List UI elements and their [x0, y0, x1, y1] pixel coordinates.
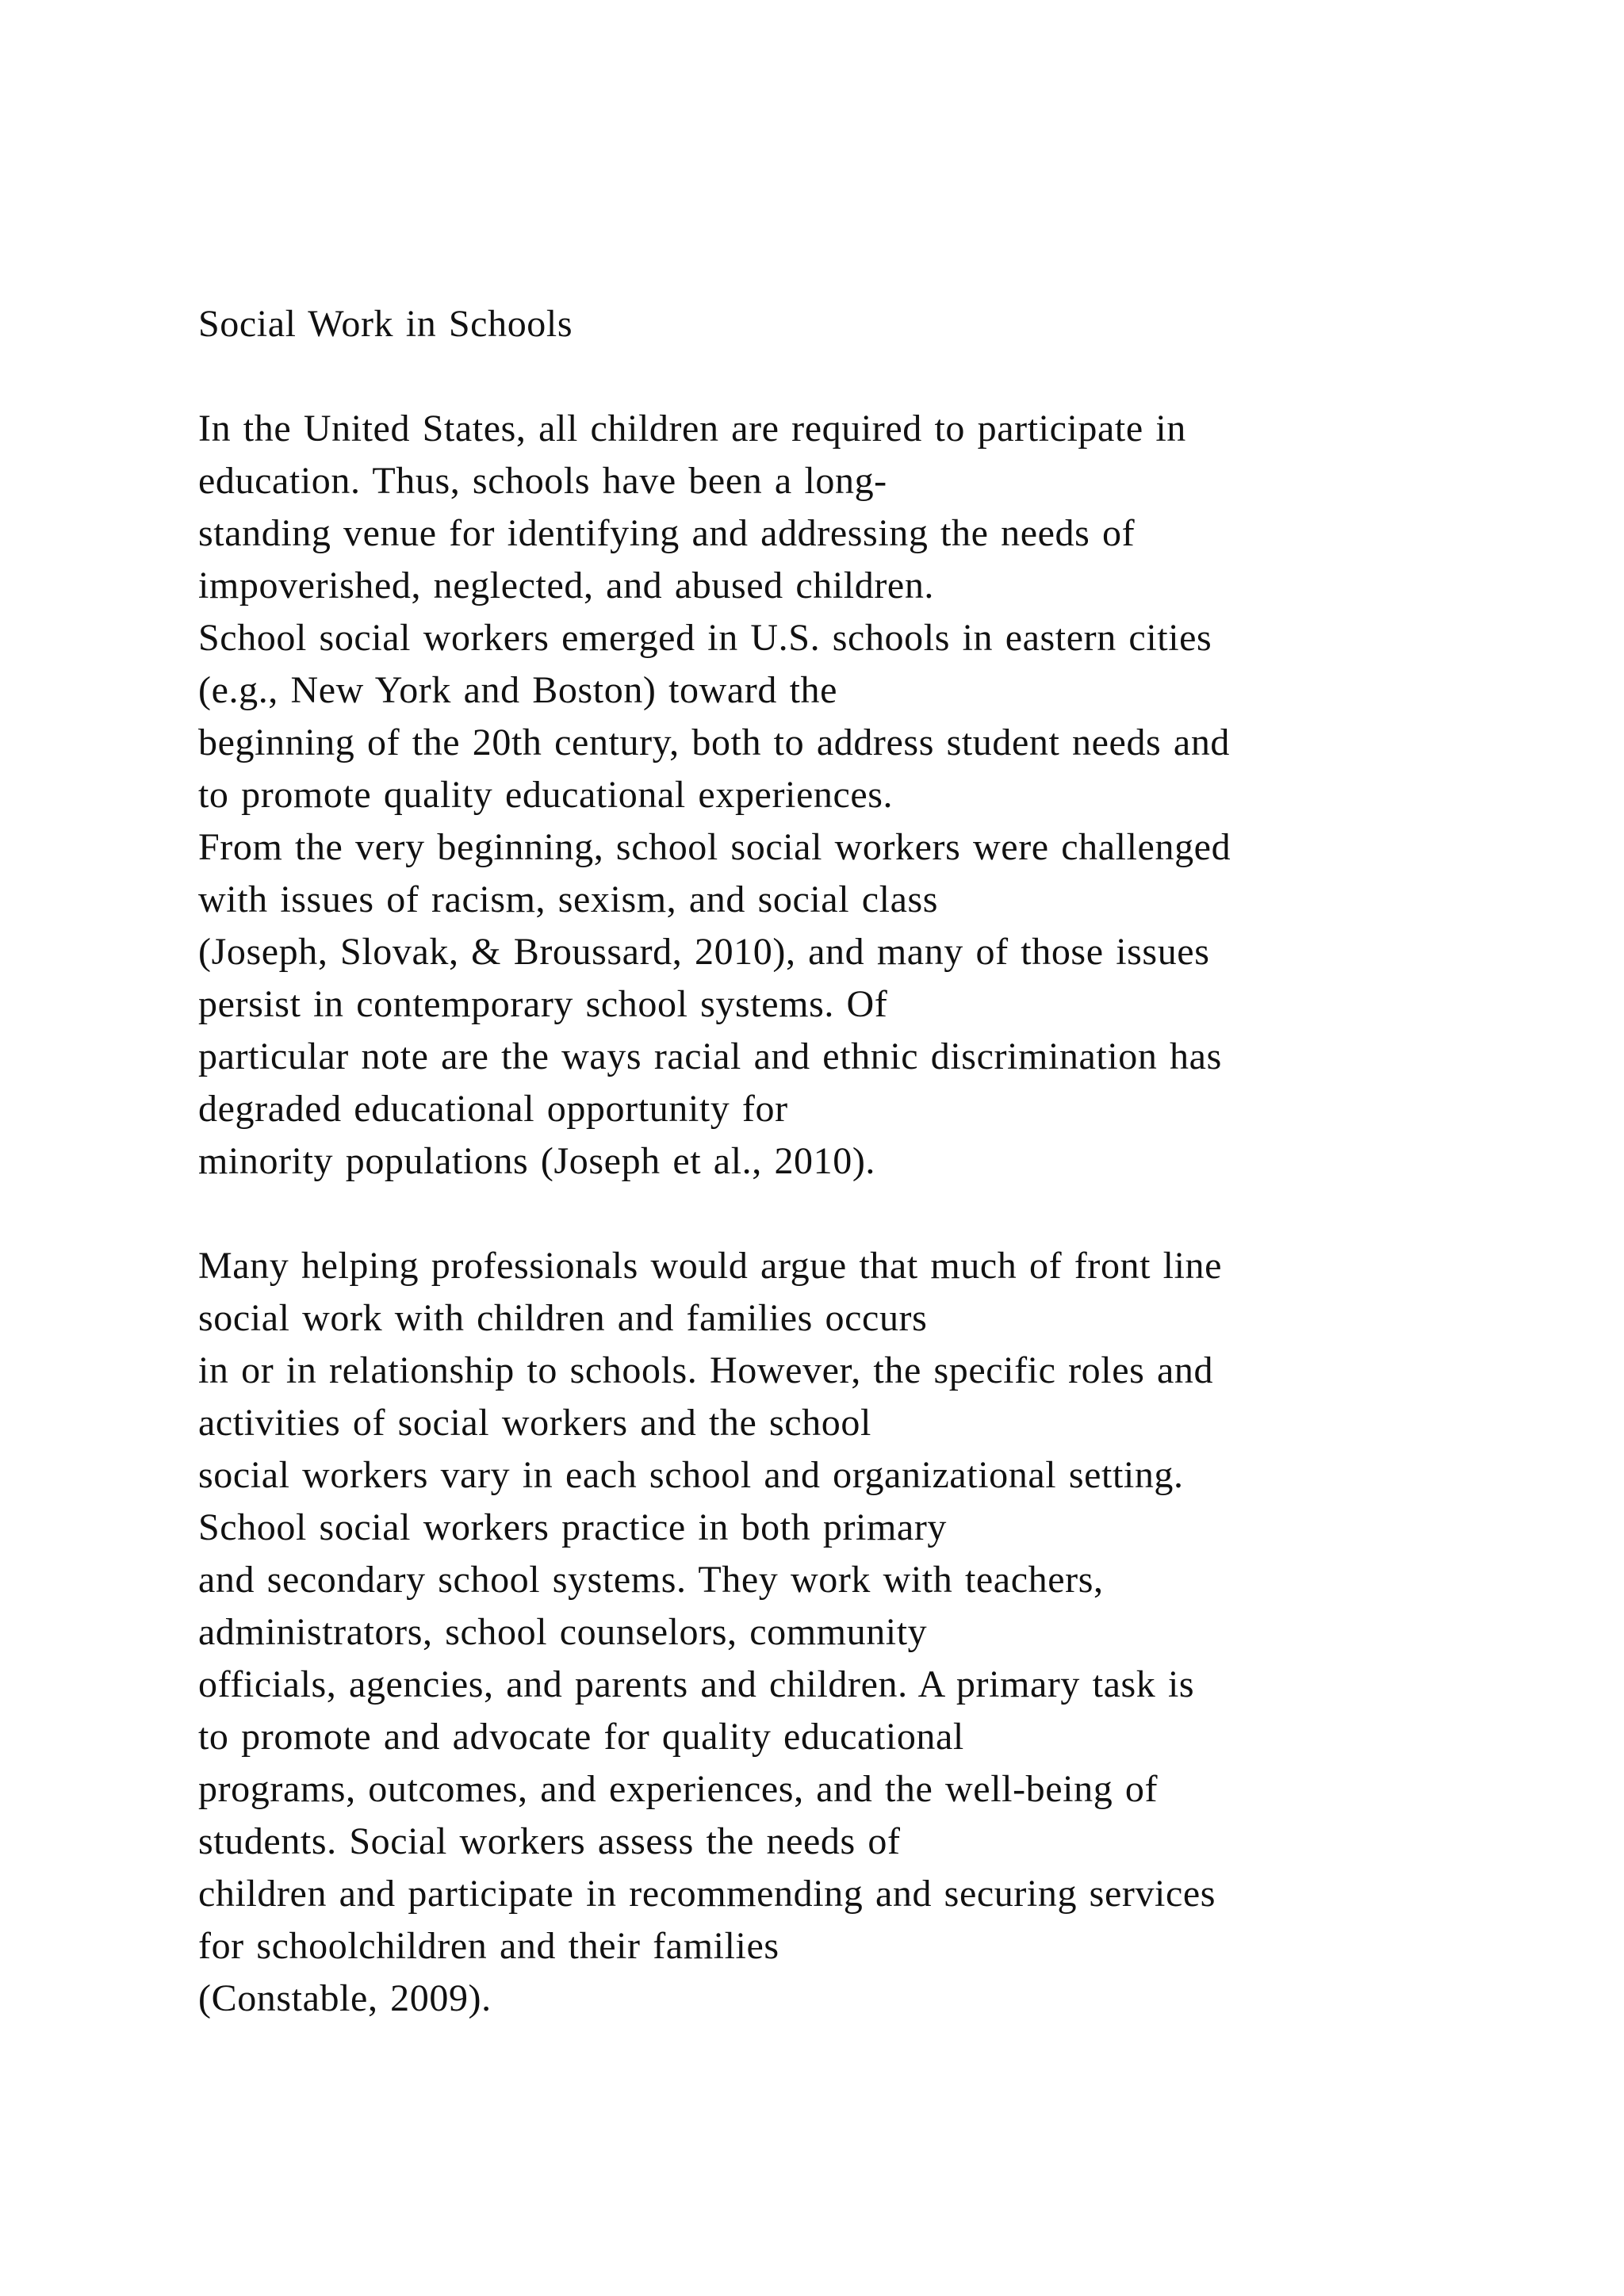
- paragraph-1: [198, 403, 1546, 1188]
- text-line: School social workers emerged in U.S. schools in eastern cities: [198, 617, 1212, 659]
- text-line: administrators, school counselors, community: [198, 1611, 928, 1653]
- text-line: in or in relationship to schools. However, the specific roles and: [198, 1349, 1214, 1391]
- text-line: with issues of racism, sexism, and social class: [198, 878, 939, 920]
- text-line: beginning of the 20th century, both to address student needs and: [198, 721, 1231, 763]
- text-line: students. Social workers assess the needs of: [198, 1820, 901, 1862]
- text-line: (Joseph, Slovak, & Broussard, 2010), and many of those issues: [198, 931, 1210, 973]
- text-line: (e.g., New York and Boston) toward the: [198, 669, 838, 711]
- paragraph-spacer: [198, 1188, 1546, 1240]
- text-line: persist in contemporary school systems. Of: [198, 983, 888, 1025]
- text-line: social work with children and families occurs: [198, 1297, 928, 1339]
- text-line: social workers vary in each school and organizational setting.: [198, 1454, 1184, 1496]
- text-line: and secondary school systems. They work with teachers,: [198, 1559, 1104, 1601]
- text-line: minority populations (Joseph et al., 2010).: [198, 1140, 876, 1182]
- text-line: In the United States, all children are required to participate in: [198, 408, 1186, 450]
- text-line: officials, agencies, and parents and children. A primary task is: [198, 1663, 1195, 1705]
- text-line: programs, outcomes, and experiences, and the well-being of: [198, 1768, 1159, 1810]
- text-line: for schoolchildren and their families: [198, 1925, 779, 1967]
- text-line: children and participate in recommending and securing services: [198, 1873, 1216, 1915]
- text-line: degraded educational opportunity for: [198, 1088, 788, 1130]
- paragraph-spacer: [198, 350, 1546, 403]
- document-body: [198, 298, 1546, 2025]
- text-line: particular note are the ways racial and ethnic discrimination has: [198, 1035, 1222, 1077]
- text-line: Many helping professionals would argue that much of front line: [198, 1245, 1223, 1287]
- text-line: School social workers practice in both primary: [198, 1506, 948, 1548]
- paragraph-2: [198, 1240, 1546, 2025]
- text-line: to promote and advocate for quality educational: [198, 1716, 964, 1758]
- text-line: From the very beginning, school social workers were challenged: [198, 826, 1231, 868]
- text-line: standing venue for identifying and addressing the needs of: [198, 512, 1136, 554]
- text-line: impoverished, neglected, and abused children.: [198, 564, 935, 607]
- text-line: activities of social workers and the school: [198, 1402, 871, 1444]
- text-line: education. Thus, schools have been a long-: [198, 460, 887, 502]
- text-line: (Constable, 2009).: [198, 1977, 492, 2019]
- text-line: to promote quality educational experiences.: [198, 774, 894, 816]
- document-title: Social Work in Schools: [198, 303, 573, 345]
